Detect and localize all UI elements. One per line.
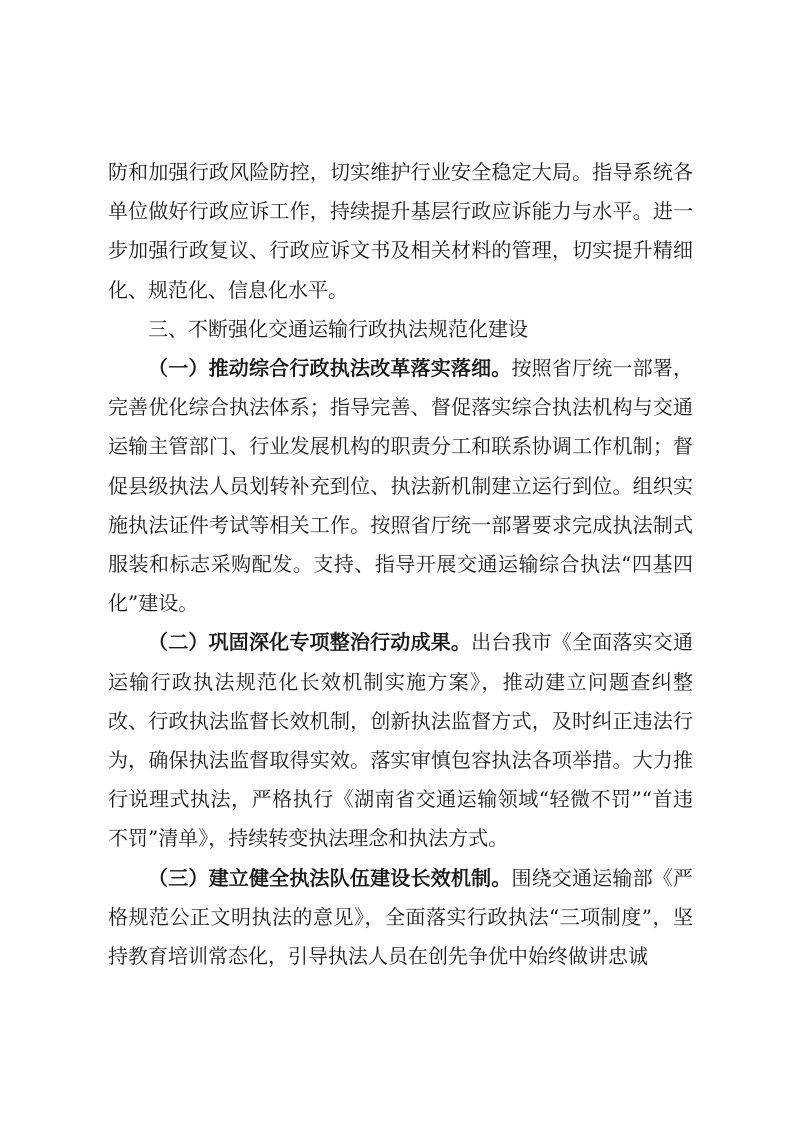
item-2-text: 出台我市《全面落实交通运输行政执法规范化长效机制实施方案》，推动建立问题查纠整改、行政执法监督长效机制，创新执法监督方式，及时纠正违法行为，确保执法监督取得实效。落实审慎包容执法各项举措。大力推行说理式执法，严格执行《湖南省交通运输领域“轻微不罚”“首违不罚”清单》，持续转变执法理念和执法方式。 xyxy=(108,630,694,851)
paragraph-item-3 xyxy=(108,859,693,977)
section-heading: 三、不断强化交通运输行政执法规范化建设 xyxy=(148,316,528,341)
item-3-text: 围绕交通运输部《严格规范公正文明执法的意见》，全面落实行政执法“三项制度”，坚持教育培训常态化，引导执法人员在创先争优中始终做讲忠诚 xyxy=(108,865,694,969)
paragraph-item-1 xyxy=(108,349,693,623)
paragraph-continued: 防和加强行政风险防控，切实维护行业安全稳定大局。指导系统各单位做好行政应诉工作，持续提升基层行政应诉能力与水平。进一步加强行政复议、行政应诉文书及相关材料的管理，切实提升精细化、规范化、信息化水平。 xyxy=(108,160,693,302)
item-1-lead: （一）推动综合行政执法改革落实落细。 xyxy=(148,356,512,381)
paragraph-item-2 xyxy=(108,623,693,858)
item-2-lead: （二）巩固深化专项整治行动成果。 xyxy=(148,630,472,655)
document-body xyxy=(108,153,693,976)
item-3-lead: （三）建立健全执法队伍建设长效机制。 xyxy=(148,865,512,890)
item-1-text: 按照省厅统一部署，完善优化综合执法体系；指导完善、督促落实综合执法机构与交通运输主管部门、行业发展机构的职责分工和联系协调工作机制；督促县级执法人员划转补充到位、执法新机制建立运行到位。组织实施执法证件考试等相关工作。按照省厅统一部署要求完成执法制式服装和标志采购配发。支持、指导开展交通运输综合执法“四基四化”建设。 xyxy=(108,356,694,616)
